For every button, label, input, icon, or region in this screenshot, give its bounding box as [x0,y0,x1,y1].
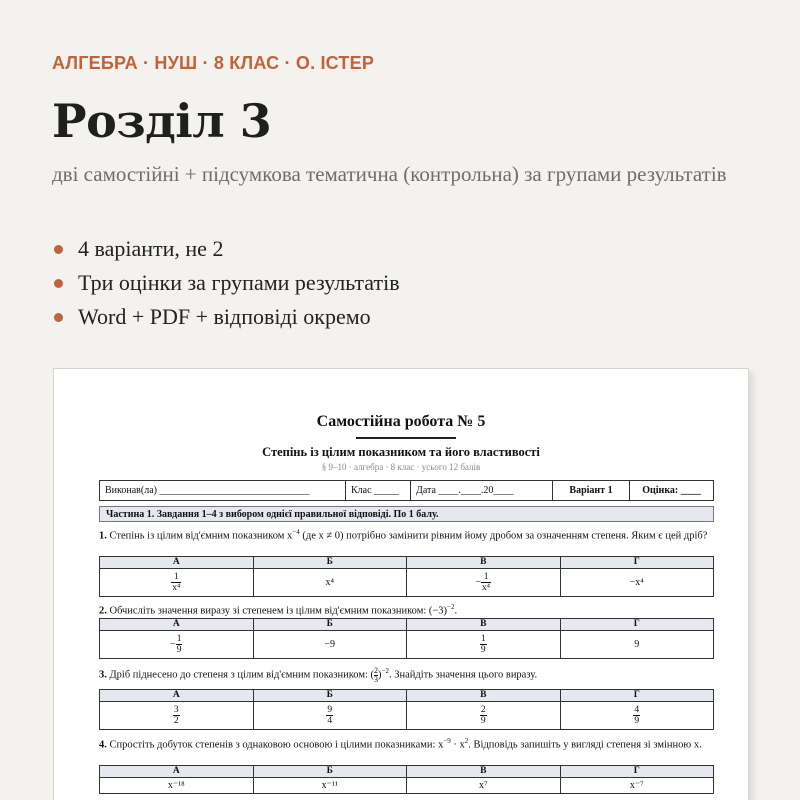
answer-option: − $\frac{1}{\text{x⁴}}$ [407,569,561,597]
answer-option: x⁻¹¹ [253,778,407,794]
series-kicker: АЛГЕБРА · НУШ · 8 КЛАС · О. ІСТЕР [52,53,375,73]
answer-table-3: А Б В Г $\frac{3}{2}$ $\frac{9}{4}$ $\frac{2}{9}$ $\frac{4}{9}$ [99,689,714,730]
student-info-row [99,480,714,501]
bullet-dot-icon [54,313,63,322]
title-underline [356,437,456,439]
answer-option: x⁴ [253,569,407,597]
worksheet-topic: Степінь із цілим показником та його властивості [262,445,540,459]
feature-item: Три оцінки за групами результатів [52,266,400,300]
class-field: Клас _____ [346,481,411,500]
name-field: Виконав(ла) ______________________________ [100,481,346,500]
answer-option: x⁻¹⁸ [100,778,254,794]
answer-option: $\frac{3}{2}$ [100,702,254,730]
worksheet-preview [53,368,749,800]
question-1: 1. Степінь із цілим від'ємним показником $x^{-4}$ (де x ≠ 0) потрібно замінити рівним йому дробом за означенням степеня. Яким є цей дріб? [99,528,708,542]
question-2: 2. Обчисліть значення виразу зі степенем із цілим від'ємним показником: $(-3)^{-2}$. [99,603,458,617]
feature-item: 4 варіанти, не 2 [52,232,400,266]
answer-option: $\frac{1}{9}$ [407,631,561,659]
answer-option: −x⁴ [560,569,714,597]
answer-option: − $\frac{1}{9}$ [100,631,254,659]
feature-list [52,232,400,334]
answer-table-1: А Б В Г $\frac{1}{\text{x⁴}}$ x⁴ − $\frac{1}{\text{x⁴}}$ −x⁴ [99,556,714,597]
section-title: Розділ 3 [52,94,272,148]
answer-table-2: А Б В Г − $\frac{1}{9}$ −9 $\frac{1}{9}$ 9 [99,618,714,659]
feature-item: Word + PDF + відповіді окремо [52,300,400,334]
part-header: Частина 1. Завдання 1–4 з вибором однієї правильної відповіді. По 1 балу. [99,506,714,522]
answer-option: $\frac{2}{9}$ [407,702,561,730]
bullet-dot-icon [54,245,63,254]
grade-field: Оцінка: ____ [642,485,701,496]
answer-option: $\frac{1}{\text{x⁴}}$ [100,569,254,597]
date-field: Дата ____.____.20____ [411,481,553,500]
answer-table-4: А Б В Г x⁻¹⁸ x⁻¹¹ x⁷ x⁻⁷ [99,765,714,794]
answer-option: 9 [560,631,714,659]
answer-option: $\frac{4}{9}$ [560,702,714,730]
section-subtitle: дві самостійні + підсумкова тематична (контрольна) за групами результатів [52,162,727,186]
variant-label: Варіант 1 [553,481,630,500]
answer-option: −9 [253,631,407,659]
answer-option: $\frac{9}{4}$ [253,702,407,730]
answer-option: x⁷ [407,778,561,794]
question-3: 3. Дріб піднесено до степеня з цілим від'ємним показником: ( $\frac{2}{3}$ )$^{-2}$. Знайдіть значення цього виразу. [99,665,538,684]
answer-option: x⁻⁷ [560,778,714,794]
bullet-dot-icon [54,279,63,288]
worksheet-title: Самостійна робота № 5 [316,413,486,430]
worksheet-meta: § 9–10 · алгебра · 8 клас · усього 12 балів [321,462,481,472]
question-4: 4. Спростіть добуток степенів з однаковою основою і цілими показниками: $x^{-9} \cdot x^2$. Відповідь запишіть у вигляді степеня зі змінною x. [99,737,702,751]
